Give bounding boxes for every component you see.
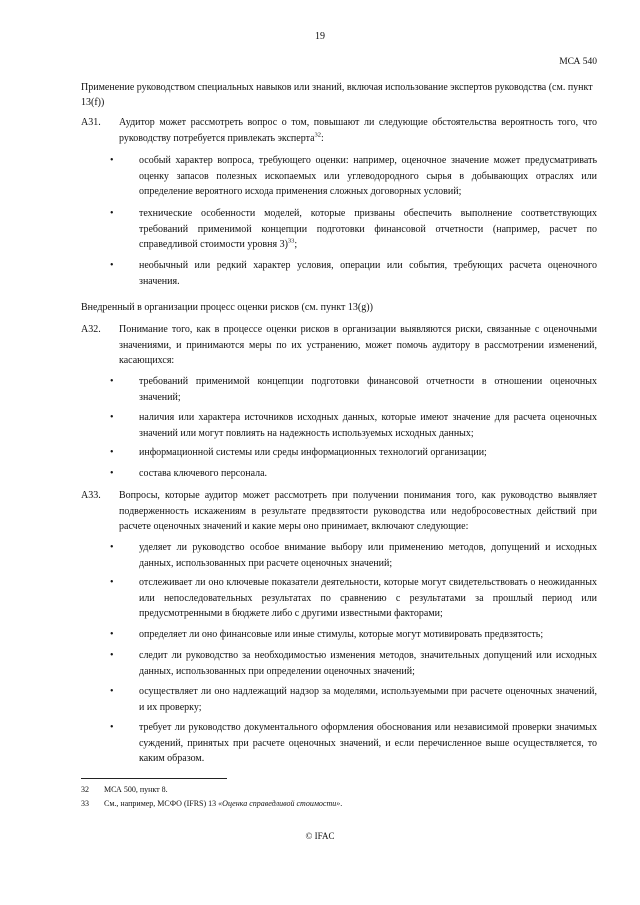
paragraph-text: Понимание того, как в процессе оценки рисков в организации выявляются риски, связанные с оценочными значениями, и принимаются меры по их устранению, может помочь аудитору в рассмотрении изменений, касающихся: [119, 324, 597, 366]
bullet-icon: • [110, 629, 114, 640]
bullet-icon: • [110, 155, 114, 166]
list-item [110, 575, 597, 622]
list-item [110, 540, 597, 571]
list-item [110, 374, 597, 405]
list-item [110, 206, 597, 253]
footnote-ref: 32 [314, 131, 322, 139]
bullet-icon: • [110, 722, 114, 733]
paragraph-a31 [81, 115, 597, 146]
bullet-icon: • [110, 468, 114, 479]
footnote-text-prefix: См., например, МСФО (IFRS) 13 [104, 799, 219, 808]
list-item [110, 627, 597, 643]
bullet-icon: • [110, 650, 114, 661]
list-item-text: требований применимой концепции подготовки финансовой отчетности в отношении оценочных значений; [139, 376, 597, 403]
list-item-text: отслеживает ли оно ключевые показатели деятельности, которые могут свидетельствовать о неожиданных или непоследовательных результатах по сравнению с результатами за прошлый период или предусмотренными в бюджете либо с другими известными факторами; [139, 577, 597, 619]
list-item-text: осуществляет ли оно надлежащий надзор за моделями, используемыми при расчете оценочных значений, и их проверку; [139, 686, 597, 713]
document-code: МСА 540 [559, 57, 597, 67]
bullet-icon: • [110, 686, 114, 697]
list-item-text: требует ли руководство документального оформления обоснования или независимой проверки значимых суждений, принятых при расчете оценочных значений, и если перечисленное выше осуществляется, то каким образом. [139, 722, 597, 764]
list-item [110, 720, 597, 767]
list-item-text: наличия или характера источников исходных данных, которые имеют значение для расчета оценочных значений или могут повлиять на надежность используемых исходных данных; [139, 412, 597, 439]
footnote-text-suffix: . [340, 799, 343, 808]
list-item [110, 648, 597, 679]
section-heading-risk-assessment: Внедренный в организации процесс оценки рисков (см. пункт 13(g)) [81, 302, 373, 313]
list-item-text: информационной системы или среды информационных технологий организации; [139, 447, 487, 458]
list-item-text: особый характер вопроса, требующего оценки: например, оценочное значение может предусматривать оценку запасов полезных ископаемых или углеводородного сырья в добывающих отраслях или определение вероятного исхода применения сложных договорных условий; [139, 155, 597, 197]
paragraph-id: A33. [81, 490, 101, 501]
list-item [110, 153, 597, 200]
section-heading-management-expertise: Применение руководством специальных навыков или знаний, включая использование экспертов руководства (см. пункт 13(f)) [81, 82, 593, 108]
footnote-text-italic: «Оценка справедливой стоимости» [218, 799, 341, 808]
bullet-icon: • [110, 577, 114, 588]
paragraph-a32 [81, 322, 597, 369]
footnote-ref: 33 [287, 237, 295, 245]
list-item-text: состава ключевого персонала. [139, 468, 268, 479]
paragraph-text: Вопросы, которые аудитор может рассмотреть при получении понимания того, как руководство выявляет подверженность искажениям в результате предвзятости руководства или недобросовестных действий при расчете оценочных значений и какие меры оно принимает, включают следующие: [119, 490, 597, 532]
list-item-text: технические особенности моделей, которые призваны обеспечить выполнение соответствующих требований применимой концепции подготовки финансовой отчетности (например, расчет по справедливой стоимости уровня 3) [139, 208, 597, 250]
page-number: 19 [315, 31, 325, 42]
list-item-text: следит ли руководство за необходимостью изменения методов, значительных допущений или исходных данных, использованных при определении оценочных значений; [139, 650, 597, 677]
footnote-text [104, 799, 342, 809]
footnote-divider [81, 778, 227, 779]
list-item [110, 466, 597, 482]
bullet-icon: • [110, 376, 114, 387]
bullet-icon: • [110, 208, 114, 219]
footnote-number: 32 [81, 785, 89, 794]
list-item-text: определяет ли оно финансовые или иные стимулы, которые могут мотивировать предвзятость; [139, 629, 544, 640]
list-item-text: необычный или редкий характер условия, операции или события, требующих расчета оценочного значения. [139, 260, 597, 287]
list-item [110, 684, 597, 715]
bullet-icon: • [110, 412, 114, 423]
footnote-text: МСА 500, пункт 8. [104, 785, 168, 794]
list-item-text-tail: ; [294, 239, 298, 250]
paragraph-text-tail: : [321, 132, 324, 144]
paragraph-a33 [81, 488, 597, 535]
bullet-icon: • [110, 542, 114, 553]
footer-copyright: © IFAC [305, 831, 335, 841]
list-item-text: уделяет ли руководство особое внимание выбору или применению методов, допущений и исходных данных, использованных при расчете оценочных значений; [139, 542, 597, 569]
paragraph-text: Аудитор может рассмотреть вопрос о том, повышают ли следующие обстоятельства вероятность того, что руководству потребуется привлекать эксперта [119, 117, 597, 144]
list-item [110, 410, 597, 441]
list-item [110, 445, 597, 461]
footnote-number: 33 [81, 799, 89, 808]
list-item [110, 258, 597, 289]
bullet-icon: • [110, 260, 114, 271]
paragraph-id: A31. [81, 117, 101, 128]
paragraph-id: A32. [81, 324, 101, 335]
bullet-icon: • [110, 447, 114, 458]
